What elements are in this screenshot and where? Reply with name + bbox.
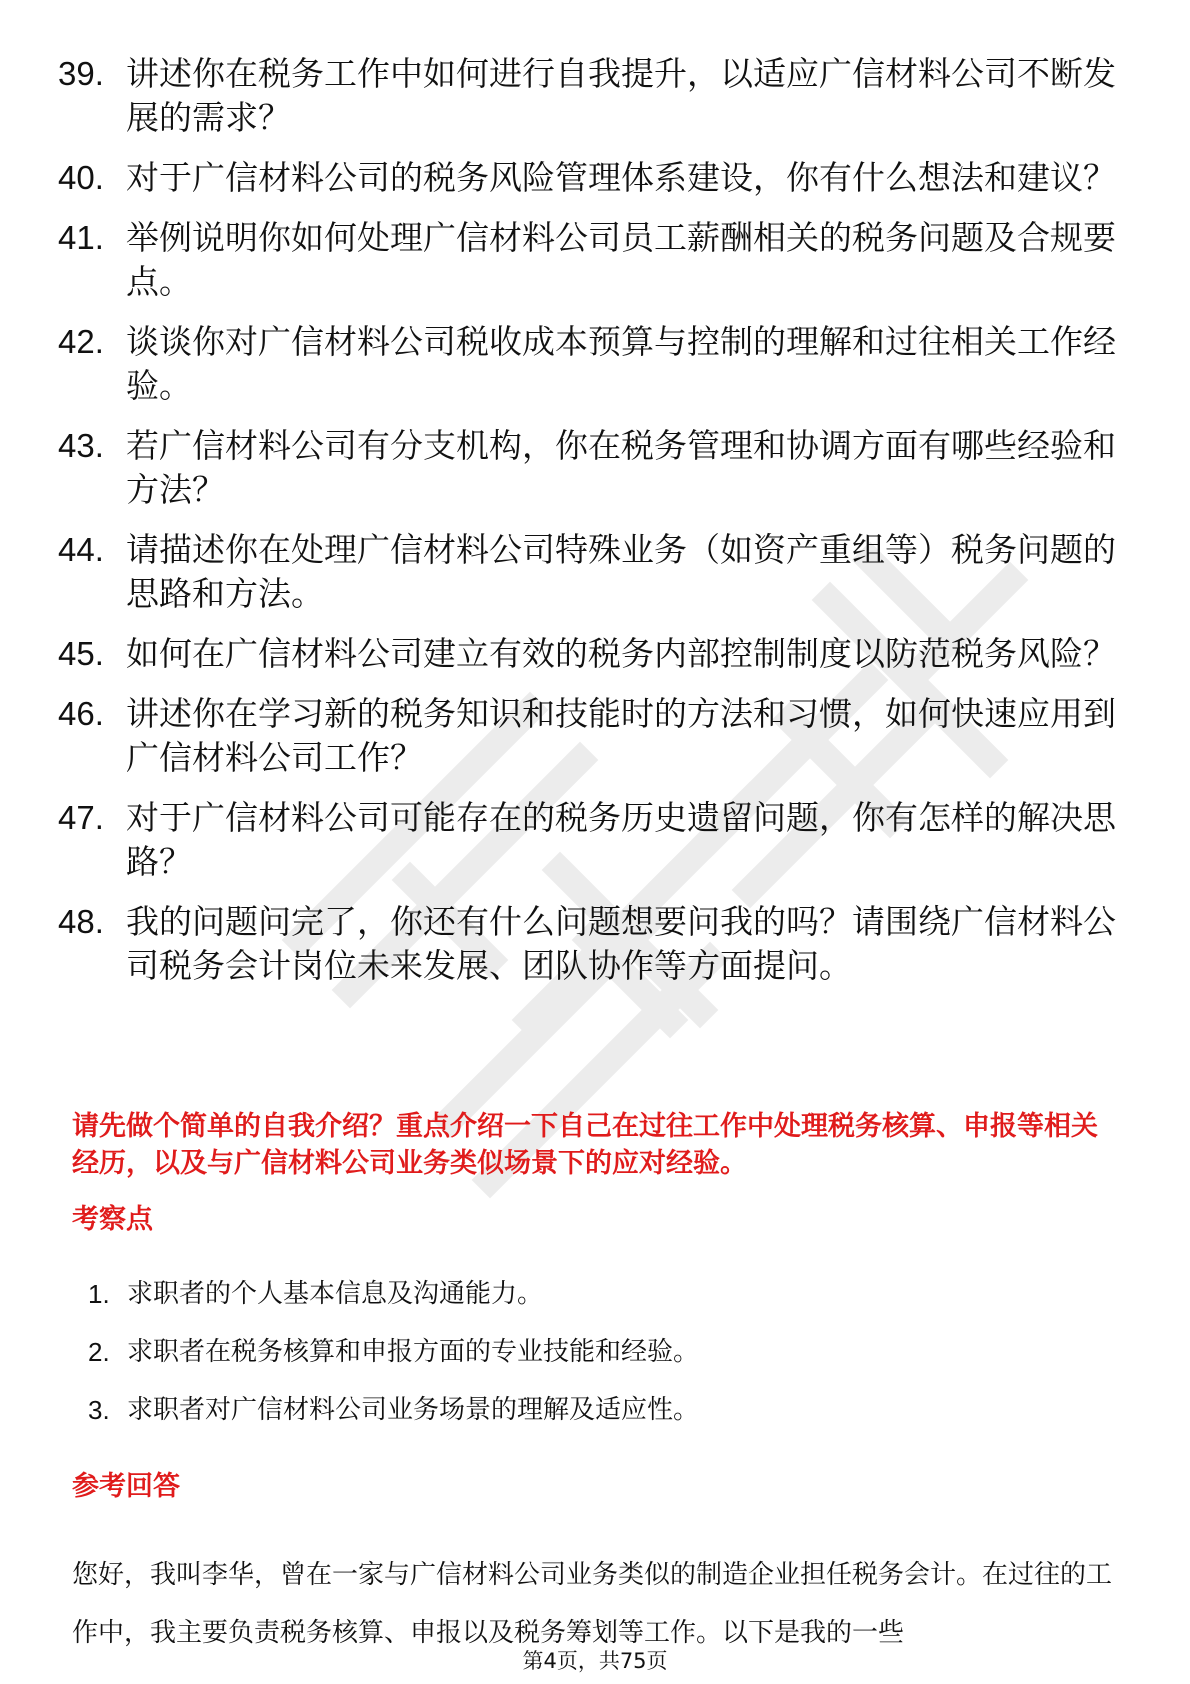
examine-points-list bbox=[72, 1276, 1112, 1450]
question-text: 讲述你在税务工作中如何进行自我提升，以适应广信材料公司不断发展的需求？ bbox=[126, 54, 1116, 137]
question-text: 讲述你在学习新的税务知识和技能时的方法和习惯，如何快速应用到广信材料公司工作？ bbox=[126, 694, 1116, 777]
point-number: 1. bbox=[88, 1279, 110, 1309]
featured-question: 请先做个简单的自我介绍？重点介绍一下自己在过往工作中处理税务核算、申报等相关经历，以及与广信材料公司业务类似场景下的应对经验。 bbox=[72, 1111, 1098, 1179]
question-item bbox=[58, 692, 1118, 780]
question-text: 若广信材料公司有分支机构，你在税务管理和协调方面有哪些经验和方法？ bbox=[126, 426, 1116, 509]
section-title-examine: 考察点 bbox=[72, 1204, 153, 1235]
question-number: 39. bbox=[58, 55, 104, 92]
question-text: 谈谈你对广信材料公司税收成本预算与控制的理解和过往相关工作经验。 bbox=[126, 322, 1116, 405]
point-text: 求职者在税务核算和申报方面的专业技能和经验。 bbox=[127, 1337, 700, 1367]
question-text: 我的问题问完了，你还有什么问题想要问我的吗？请围绕广信材料公司税务会计岗位未来发展、团队协作等方面提问。 bbox=[126, 902, 1116, 985]
question-number: 41. bbox=[58, 219, 104, 256]
question-number: 46. bbox=[58, 695, 104, 732]
question-item bbox=[58, 796, 1118, 884]
question-item bbox=[58, 216, 1118, 304]
examine-point bbox=[72, 1276, 1112, 1312]
question-number: 47. bbox=[58, 799, 104, 836]
question-list bbox=[58, 52, 1118, 1004]
question-number: 40. bbox=[58, 159, 104, 196]
page-footer: 第4页，共75页 bbox=[522, 1649, 668, 1673]
answer-paragraph: 您好，我叫李华，曾在一家与广信材料公司业务类似的制造企业担任税务会计。在过往的工作中，我主要负责税务核算、申报以及税务筹划等工作。以下是我的一些 bbox=[72, 1560, 1113, 1648]
examine-point bbox=[72, 1392, 1112, 1428]
section-title-answer: 参考回答 bbox=[72, 1471, 180, 1502]
question-item bbox=[58, 320, 1118, 408]
point-number: 3. bbox=[88, 1395, 110, 1425]
point-number: 2. bbox=[88, 1337, 110, 1367]
examine-point bbox=[72, 1334, 1112, 1370]
question-number: 48. bbox=[58, 903, 104, 940]
question-item bbox=[58, 52, 1118, 140]
point-text: 求职者的个人基本信息及沟通能力。 bbox=[127, 1279, 544, 1309]
question-text: 举例说明你如何处理广信材料公司员工薪酬相关的税务问题及合规要点。 bbox=[126, 218, 1116, 301]
question-item bbox=[58, 156, 1118, 200]
question-text: 请描述你在处理广信材料公司特殊业务（如资产重组等）税务问题的思路和方法。 bbox=[126, 530, 1116, 613]
question-number: 42. bbox=[58, 323, 104, 360]
question-text: 对于广信材料公司可能存在的税务历史遗留问题，你有怎样的解决思路？ bbox=[126, 798, 1116, 881]
question-item bbox=[58, 900, 1118, 988]
question-item bbox=[58, 424, 1118, 512]
question-text: 如何在广信材料公司建立有效的税务内部控制制度以防范税务风险？ bbox=[126, 634, 1116, 673]
question-number: 45. bbox=[58, 635, 104, 672]
question-number: 43. bbox=[58, 427, 104, 464]
question-item bbox=[58, 632, 1118, 676]
question-item bbox=[58, 528, 1118, 616]
question-text: 对于广信材料公司的税务风险管理体系建设，你有什么想法和建议？ bbox=[126, 158, 1116, 197]
point-text: 求职者对广信材料公司业务场景的理解及适应性。 bbox=[127, 1395, 700, 1425]
question-number: 44. bbox=[58, 531, 104, 568]
